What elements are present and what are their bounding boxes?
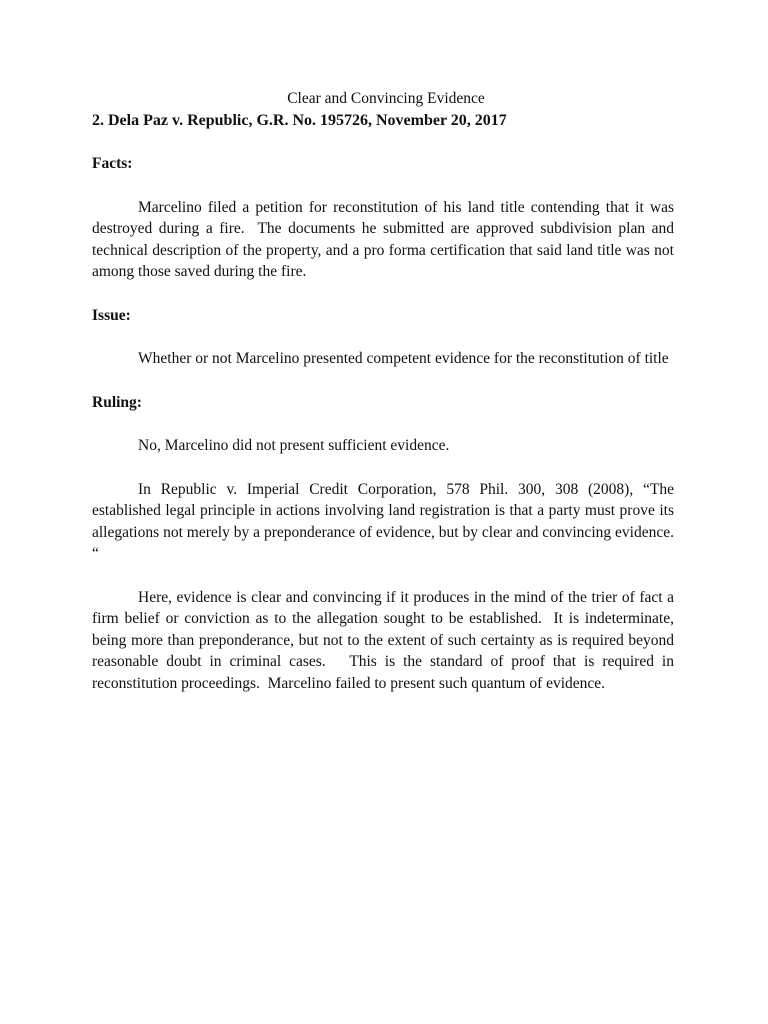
- spacer: [92, 175, 674, 197]
- spacer: [92, 565, 674, 587]
- spacer: [92, 326, 674, 348]
- issue-paragraph: Whether or not Marcelino presented competent evidence for the reconstitution of title: [138, 350, 669, 367]
- ruling-paragraph-1: No, Marcelino did not present sufficient evidence.: [138, 437, 450, 454]
- spacer: [92, 413, 674, 435]
- spacer: [92, 457, 674, 479]
- issue-heading: Issue:: [92, 306, 131, 324]
- spacer: [92, 131, 674, 153]
- spacer: [92, 370, 674, 392]
- facts-paragraph: Marcelino filed a petition for reconstitution of his land title contending that it was destroyed during a fire. The documents he submitted are approved subdivision plan and technical description of the property, and a pro forma certification that said land title was not among those saved during the fire.: [92, 198, 678, 280]
- spacer: [92, 283, 674, 305]
- document-page: [92, 88, 705, 694]
- document-title: Clear and Convincing Evidence: [287, 90, 485, 107]
- ruling-paragraph-3: Here, evidence is clear and convincing if it produces in the mind of the trier of fact a firm belief or conviction as to the allegation sought to be established. It is indeterminate, being more than preponderance, but not to the extent of such certainty as is required beyond reasonable doubt in criminal cases. This is the standard of proof that is required in reconstitution proceedings. Marcelino failed to present such quantum of evidence.: [92, 588, 678, 692]
- case-title: 2. Dela Paz v. Republic, G.R. No. 195726, November 20, 2017: [92, 111, 507, 129]
- facts-heading: Facts:: [92, 155, 133, 172]
- ruling-heading: Ruling:: [92, 393, 142, 411]
- ruling-paragraph-2: In Republic v. Imperial Credit Corporation, 578 Phil. 300, 308 (2008), “The established legal principle in actions involving land registration is that a party must prove its allegations not merely by a preponderance of evidence, but by clear and convincing evidence. “: [92, 480, 705, 562]
